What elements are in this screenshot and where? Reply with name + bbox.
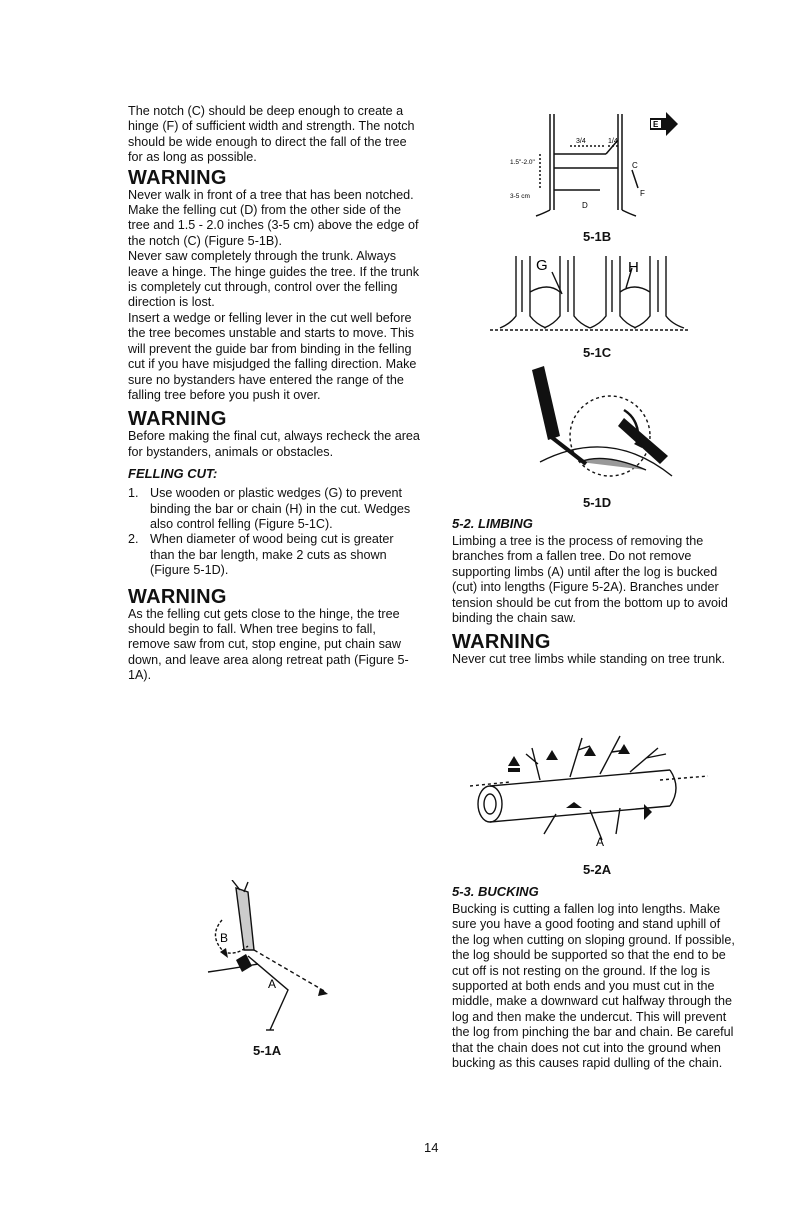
list-item-number: 1. [128,486,139,501]
figure-5-1b-caption: 5-1B [583,229,612,244]
warning-heading-2: WARNING [128,408,227,431]
figure-5-1a [196,880,336,1040]
figure-5-1a-label-a: A [268,977,277,991]
figure-5-1d-caption: 5-1D [583,495,612,510]
bucking-heading: 5-3. BUCKING [452,884,539,899]
intro-paragraph: The notch (C) should be deep enough to create a hinge (F) of sufficient width and strength. The notch should be wide enough to direct the fall of the tree for as long as possible. [128,104,415,165]
left-column [128,104,420,684]
figure-5-1c-label-g: G [536,257,548,274]
figure-5-1b-label-f: F [640,189,645,198]
felling-cut-paragraph: Make the felling cut (D) from the other side of the tree and 1.5 - 2.0 inches (3-5 cm) above the edge of the notch (C) (Figure 5-1B). [128,203,419,248]
figure-5-1b-label-d: D [582,201,588,210]
limbing-warning-text: Never cut tree limbs while standing on tree trunk. [452,652,725,667]
wedge-paragraph: Insert a wedge or felling lever in the cut well before the tree becomes unstable and starts to move. This will prevent the guide bar from binding in the felling cut if you have misjudged the falling direction. Make sure no bystanders have entered the range of the falling tree before you push it over. [128,310,417,402]
figure-5-1b-dim-top-right: 1/4 [608,138,618,145]
bucking-paragraph: Bucking is cutting a fallen log into lengths. Make sure you have a good footing and stand uphill of the log when cutting on sloping ground. If possible, the log should be supported so that the end to be cut off is not resting on the ground. If the log is supported at both ends and you must cut in the middle, make a downward cut halfway through the log and then make the undercut. This will prevent the log from pinching the bar and chain. Be careful that the chain does not cut into the ground when bucking as this causes rapid dulling of the chain. [452,902,735,1071]
list-item-text: When diameter of wood being cut is greater than the bar length, make 2 cuts as shown (Figure 5-1D). [150,532,394,578]
figure-5-2a [470,730,710,850]
limbing-heading: 5-2. LIMBING [452,516,533,531]
figure-5-1a-caption: 5-1A [253,1043,282,1058]
figure-5-1a-label-b: B [220,931,229,945]
figure-5-2a-label-a: A [596,835,605,849]
list-item-number: 2. [128,532,139,547]
warning-heading-1: WARNING [128,166,227,189]
warning-text-3: As the felling cut gets close to the hinge, the tree should begin to fall. When tree begins to fall, remove saw from cut, stop engine, put chain saw down, and leave area along retreat path (Figure 5-1A). [128,606,409,683]
figure-5-2a-caption: 5-2A [583,862,612,877]
right-column-upper [452,516,738,668]
limbing-paragraph: Limbing a tree is the process of removing the branches from a fallen tree. Do not remove supporting limbs (A) until after the log is bucked (cut) into lengths (Figure 5-2A). Branches under tension should be cut from the bottom up to avoid binding the chain saw. [452,534,728,626]
figure-5-1b-dim-side: 1.5"-2.0" [510,159,535,166]
hinge-paragraph: Never saw completely through the trunk. Always leave a hinge. The hinge guides the tree. If the trunk is completely cut through, control over the felling direction is lost. [128,249,420,310]
figure-5-1c [490,252,690,332]
felling-cut-heading: FELLING CUT: [128,466,218,482]
figure-5-1c-caption: 5-1C [583,345,612,360]
page-number: 14 [424,1140,439,1155]
figure-5-1b [510,110,690,220]
figure-5-1d [520,366,680,486]
warning-heading-3: WARNING [128,585,227,608]
right-column-lower [452,884,738,1071]
figure-5-1b-dim-top-left: 3/4 [576,138,586,145]
limbing-warning-heading: WARNING [452,631,551,654]
figure-5-1b-dim-bottom: 3-5 cm [510,193,530,200]
list-item [128,532,420,578]
figure-5-1b-label-c: C [632,161,638,170]
felling-cut-list [128,486,420,578]
figure-5-1c-label-h: H [628,259,639,276]
warning-text-2: Before making the final cut, always recheck the area for bystanders, animals or obstacles. [128,429,420,459]
list-item-text: Use wooden or plastic wedges (G) to prevent binding the bar or chain (H) in the cut. Wedges also control felling (Figure 5-1C). [150,486,411,531]
warning-text-1: Never walk in front of a tree that has been notched. [128,187,414,202]
figure-5-1b-label-e: E [653,120,659,129]
list-item [128,486,420,532]
